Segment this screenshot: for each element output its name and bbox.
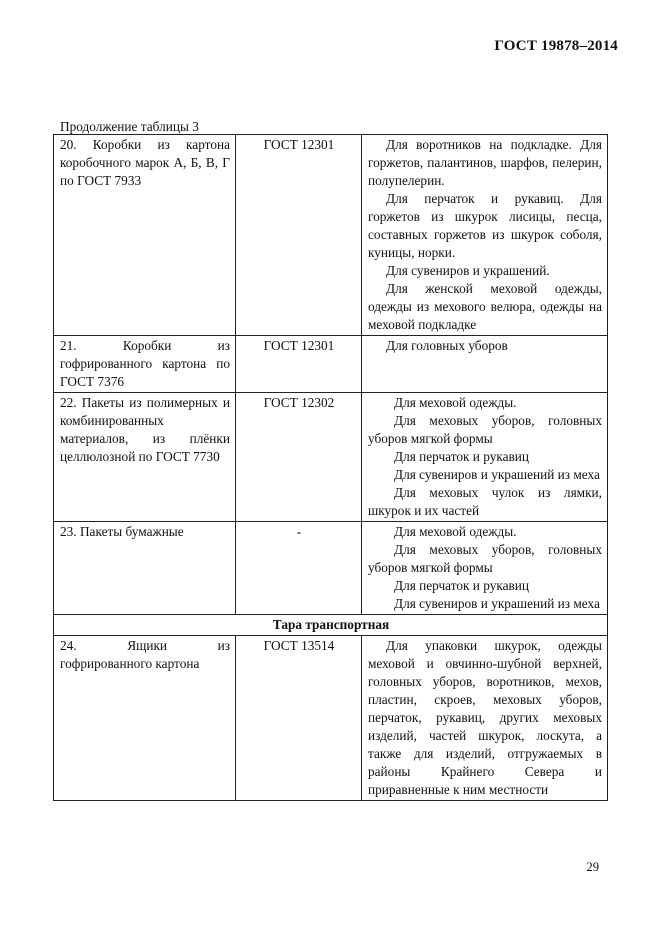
use-item: Для перчаток и рукавиц bbox=[394, 449, 530, 464]
row-20-standard: ГОСТ 12301 bbox=[236, 135, 362, 336]
table-row bbox=[54, 522, 608, 615]
row-23-uses bbox=[362, 522, 608, 615]
row-24-standard: ГОСТ 13514 bbox=[236, 636, 362, 801]
row-24-uses bbox=[362, 636, 608, 801]
use-item: Для сувениров и украшений из меха bbox=[394, 467, 600, 482]
row-22-name: 22. Пакеты из полимерных и комбинированных материалов, из плёнки целлюлозной по ГОСТ 7730 bbox=[54, 393, 236, 522]
use-item: Для сувениров и украшений из меха bbox=[394, 596, 600, 611]
row-22-standard: ГОСТ 12302 bbox=[236, 393, 362, 522]
table-section-row bbox=[54, 615, 608, 636]
row-24-name: 24. Ящики из гофрированного картона bbox=[54, 636, 236, 801]
table-caption: Продолжение таблицы 3 bbox=[60, 119, 199, 134]
use-item: Для упаковки шкурок, одежды меховой и овчинно-шубной верхней, головных уборов, воротников, мехов, пластин, скроев, меховых уборов, перчаток, рукавиц, других меховых изделий, частей шкурок, лоскута, а также для изделий, отгружаемых в районы Крайнего Севера и приравненные к ним местности bbox=[368, 638, 602, 797]
page-number: 29 bbox=[586, 860, 599, 874]
table-row bbox=[54, 135, 608, 336]
use-item: Для меховых уборов, головных уборов мягкой формы bbox=[368, 542, 602, 575]
use-item: Для меховых чулок из лямки, шкурок и их частей bbox=[368, 485, 602, 518]
packaging-table bbox=[53, 134, 608, 801]
row-21-standard: ГОСТ 12301 bbox=[236, 336, 362, 393]
table-row bbox=[54, 393, 608, 522]
use-item: Для головных уборов bbox=[386, 338, 508, 353]
row-23-standard: - bbox=[236, 522, 362, 615]
row-21-uses bbox=[362, 336, 608, 393]
use-item: Для женской меховой одежды, одежды из мехового велюра, одежды на меховой подкладке bbox=[368, 281, 602, 332]
use-item: Для перчаток и рукавиц bbox=[394, 578, 530, 593]
row-20-name: 20. Коробки из картона коробочного марок А, Б, В, Г по ГОСТ 7933 bbox=[54, 135, 236, 336]
table-row bbox=[54, 636, 608, 801]
use-item: Для меховой одежды. bbox=[394, 395, 517, 410]
use-item: Для сувениров и украшений. bbox=[386, 263, 550, 278]
document-title: ГОСТ 19878–2014 bbox=[494, 38, 618, 54]
use-item: Для меховой одежды. bbox=[394, 524, 517, 539]
section-title: Тара транспортная bbox=[54, 615, 608, 636]
use-item: Для меховых уборов, головных уборов мягкой формы bbox=[368, 413, 602, 446]
use-item: Для перчаток и рукавиц. Для горжетов из шкурок лисицы, песца, составных горжетов из шкурок соболя, куницы, норки. bbox=[368, 191, 602, 260]
row-21-name: 21. Коробки из гофрированного картона по ГОСТ 7376 bbox=[54, 336, 236, 393]
use-item: Для воротников на подкладке. Для горжетов, палантинов, шарфов, пелерин, полупелерин. bbox=[368, 137, 602, 188]
row-22-uses bbox=[362, 393, 608, 522]
row-20-uses bbox=[362, 135, 608, 336]
row-23-name: 23. Пакеты бумажные bbox=[54, 522, 236, 615]
table-row bbox=[54, 336, 608, 393]
